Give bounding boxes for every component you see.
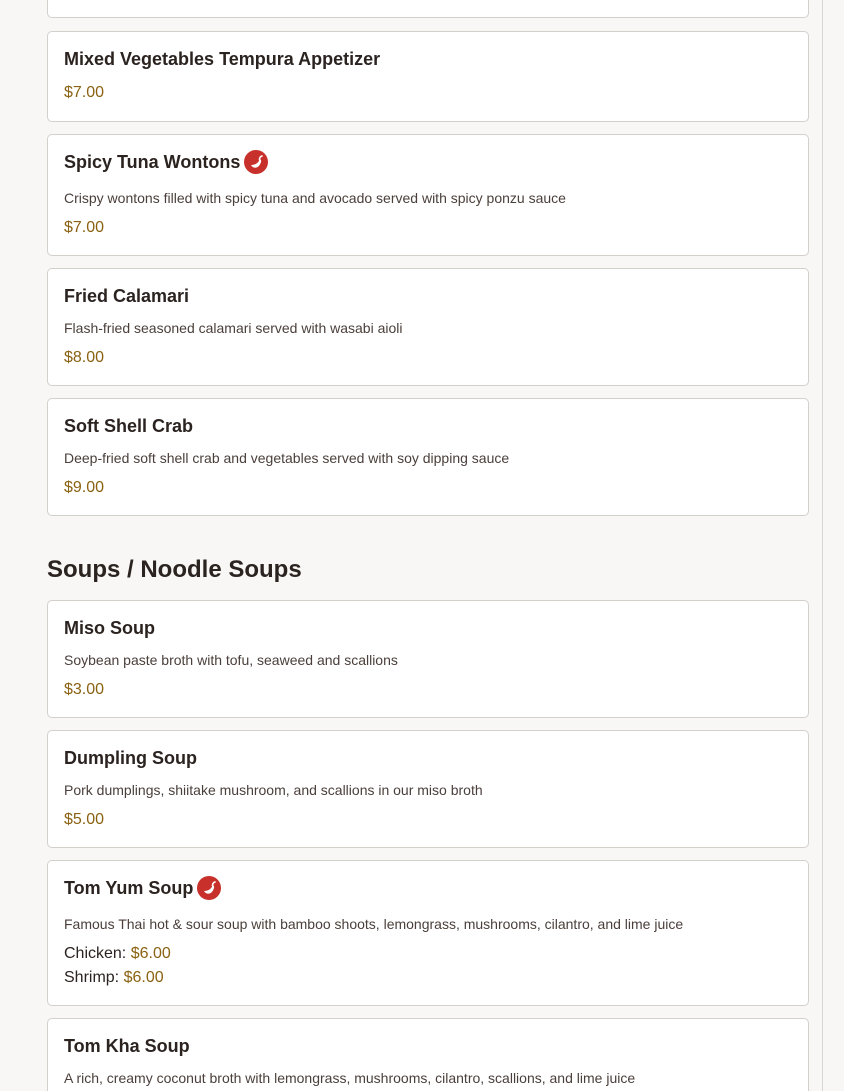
price-option-label: Chicken:: [64, 945, 127, 962]
menu-item-name: Dumpling Soup: [64, 748, 197, 768]
section-title: Soups / Noodle Soups: [47, 556, 302, 583]
menu-item-price: $3.00: [64, 681, 105, 698]
price-option-amount: $6.00: [130, 945, 171, 962]
page-edge-divider: [822, 0, 823, 1091]
menu-item-price: $9.00: [64, 479, 105, 496]
menu-item-description: Flash-fried seasoned calamari served with wasabi aioli: [64, 320, 403, 336]
menu-item-name: Mixed Vegetables Tempura Appetizer: [64, 49, 381, 69]
menu-item-description: Famous Thai hot & sour soup with bamboo shoots, lemongrass, mushrooms, cilantro, and lime juice: [64, 916, 684, 932]
price-option: [64, 945, 171, 963]
menu-item-name: Soft Shell Crab: [64, 416, 194, 436]
menu-item-name: Fried Calamari: [64, 286, 190, 306]
menu-item-name: Tom Kha Soup: [64, 1036, 190, 1056]
menu-item-description: A rich, creamy coconut broth with lemongrass, mushrooms, cilantro, scallions, and lime juice: [64, 1070, 636, 1086]
chili-pepper-icon: [197, 876, 221, 900]
chili-pepper-icon: [244, 150, 268, 174]
menu-item-name: Miso Soup: [64, 618, 155, 638]
menu-item-price: $7.00: [64, 84, 105, 101]
menu-item-description: Pork dumplings, shiitake mushroom, and scallions in our miso broth: [64, 782, 483, 798]
price-option-label: Shrimp:: [64, 969, 120, 986]
menu-item-price: $8.00: [64, 349, 105, 366]
price-option-amount: $6.00: [123, 969, 164, 986]
menu-item-description: Deep-fried soft shell crab and vegetables served with soy dipping sauce: [64, 450, 510, 466]
menu-item-price: $7.00: [64, 219, 105, 236]
menu-item-name: Tom Yum Soup: [64, 878, 194, 898]
menu-item-name: Spicy Tuna Wontons: [64, 152, 241, 172]
menu-item-card[interactable]: [47, 860, 809, 1006]
menu-item-card[interactable]: [47, 730, 809, 848]
menu-item-card[interactable]: [47, 31, 809, 122]
menu-item-price: $5.00: [64, 811, 105, 828]
menu-item-card[interactable]: [47, 1018, 809, 1091]
menu-item-card[interactable]: [47, 134, 809, 256]
menu-item-card[interactable]: [47, 268, 809, 386]
price-option: [64, 969, 164, 987]
menu-item-card[interactable]: [47, 0, 809, 18]
menu-item-card[interactable]: [47, 600, 809, 718]
menu-item-description: Crispy wontons filled with spicy tuna and avocado served with spicy ponzu sauce: [64, 190, 566, 206]
menu-item-description: Soybean paste broth with tofu, seaweed and scallions: [64, 652, 398, 668]
menu-item-card[interactable]: [47, 398, 809, 516]
